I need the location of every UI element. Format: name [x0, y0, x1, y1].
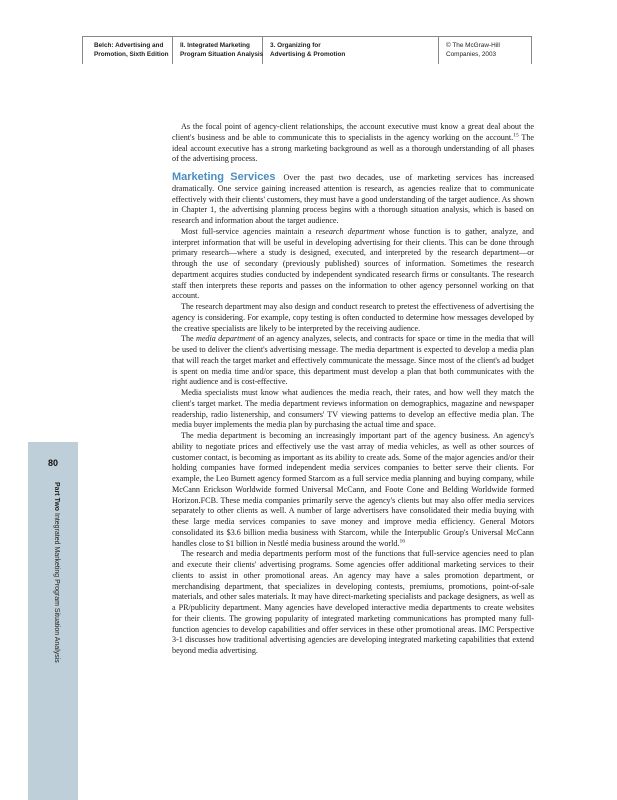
paragraph-text: The ideal account executive has a strong marketing background as well as a thorough understanding of all phases of the advertising process. [172, 132, 534, 164]
header-rule [82, 36, 532, 37]
paragraph [172, 172, 534, 227]
sidebar-band [28, 442, 78, 800]
paragraph-text: Over the past two decades, use of marketing services has increased dramatically. One service gaining increased attention is research, as agencies realize that to communicate effectively with their clients' customers, they must have a good understanding of the target audience. As shown in Chapter 1, the advertising planning process begins with a thorough situation analysis, which is based on research and information about the target audience. [172, 173, 534, 225]
section-heading: Marketing Services [172, 171, 276, 183]
running-head-title: Integrated Marketing Program Situation Analysis [53, 513, 60, 663]
paragraph [172, 227, 534, 302]
header-divider [531, 36, 532, 64]
header-copyright [446, 42, 500, 59]
header-book [94, 42, 169, 59]
paragraph [172, 334, 534, 388]
header-part [180, 42, 263, 59]
header-part-line1: II. Integrated Marketing [180, 42, 250, 49]
header-divider [172, 36, 173, 64]
header-copyright-line1: © The McGraw-Hill [446, 42, 500, 49]
footnote-ref: 16 [399, 537, 405, 544]
paragraph [172, 122, 534, 165]
header-book-line1: Belch: Advertising and [94, 42, 164, 49]
running-head-part: Part Two [53, 482, 60, 512]
paragraph-text: Most full-service agencies maintain a [181, 226, 316, 236]
header-book-line2: Promotion, Sixth Edition [94, 50, 169, 58]
footnote-ref: 15 [513, 132, 519, 139]
header-chapter-line2: Advertising & Promotion [270, 50, 346, 58]
page-number: 80 [47, 458, 58, 468]
header-part-line2: Program Situation Analysis [180, 50, 264, 58]
paragraph: The research and media departments perform most of the functions that full-service agencies need to plan and execute their clients' advertising programs. Some agencies offer additional marketing services to their clients to assist in other promotional areas. An agency may have a sales promotion department, or merchandising department, that specializes in developing contests, premiums, promotions, point-of-sale materials, and other sales materials. It may have direct-marketing specialists and package designers, as well as a PR/publicity department. Many agencies have developed interactive media departments to create websites for their clients. The growing popularity of integrated marketing communications has prompted many full-function agencies to develop capabilities and offer services in these other promotional areas. IMC Perspective 3-1 discusses how traditional advertising agencies are developing integrated marketing capabilities that extend beyond media advertising. [172, 549, 534, 655]
header-divider [438, 36, 439, 64]
paragraph-text: whose function is to gather, analyze, and interpret information that will be useful in developing advertising for their clients. This can be done through primary research—where a study is designed, executed, and interpreted by the research department—or through the use of secondary (previously published) sources of information. Sometimes the research department acquires studies conducted by independent syndicated research firms or consultants. The research staff then interprets these reports and passes on the information to other agency personnel working on that account. [172, 226, 534, 301]
page-header [82, 32, 532, 64]
header-chapter-line1: 3. Organizing for [270, 42, 321, 49]
header-copyright-line2: Companies, 2003 [446, 50, 497, 58]
paragraph-text: The media department is becoming an increasingly important part of the agency business. An agency's ability to negotiate prices and effectively use the vast array of media vehicles, as well as other sources of customer contact, is becoming as important as its ability to create ads. Some of the major agencies and/or their holding companies have formed independent media services companies to better serve their clients. For example, the Leo Burnett agency formed Starcom as a full service media planning and buying company, while McCann Erickson Worldwide formed Universal McCann, and Foote Cone and Belding Worldwide formed Horizon.FCB. These media companies primarily serve the agency's clients but may also offer media services separately to other clients as well. A number of large advertisers have consolidated their media buying with these large media services companies to save money and improve media efficiency. General Motors consolidated its $3.6 billion media business with Starcom, while the Interpublic Group's Universal McCann handles close to $1 billion in Nestlé media business around the world. [172, 431, 534, 548]
paragraph-text: of an agency analyzes, selects, and contracts for space or time in the media that will be used to deliver the client's advertising message. The media department is expected to develop a media plan that will reach the target market and effectively communicate the message. Since most of the client's ad budget is spent on media time and/or space, this department must develop a plan that both communicates with the right audience and is cost-effective. [172, 334, 534, 387]
paragraph: Media specialists must know what audiences the media reach, their rates, and how well they match the client's target market. The media department reviews information on demographics, magazine and newspaper readership, radio listenership, and consumers' TV viewing patterns to develop an effective media plan. The media buyer implements the media plan by purchasing the actual time and space. [172, 388, 534, 430]
paragraph-text: The [181, 334, 196, 344]
running-head [53, 482, 60, 663]
key-term: research department [315, 226, 385, 236]
header-chapter [270, 42, 345, 59]
paragraph [172, 431, 534, 549]
body-text [172, 122, 534, 657]
key-term: media department [195, 334, 256, 344]
paragraph: The research department may also design and conduct research to pretest the effectiveness of advertising the agency is considering. For example, copy testing is often conducted to determine how messages developed by the creative specialists are likely to be interpreted by the receiving audience. [172, 302, 534, 333]
header-divider [82, 36, 83, 64]
paragraph-text: As the focal point of agency-client relationships, the account executive must know a great deal about the client's business and be able to communicate this to specialists in the agency working on the account. [172, 122, 534, 142]
